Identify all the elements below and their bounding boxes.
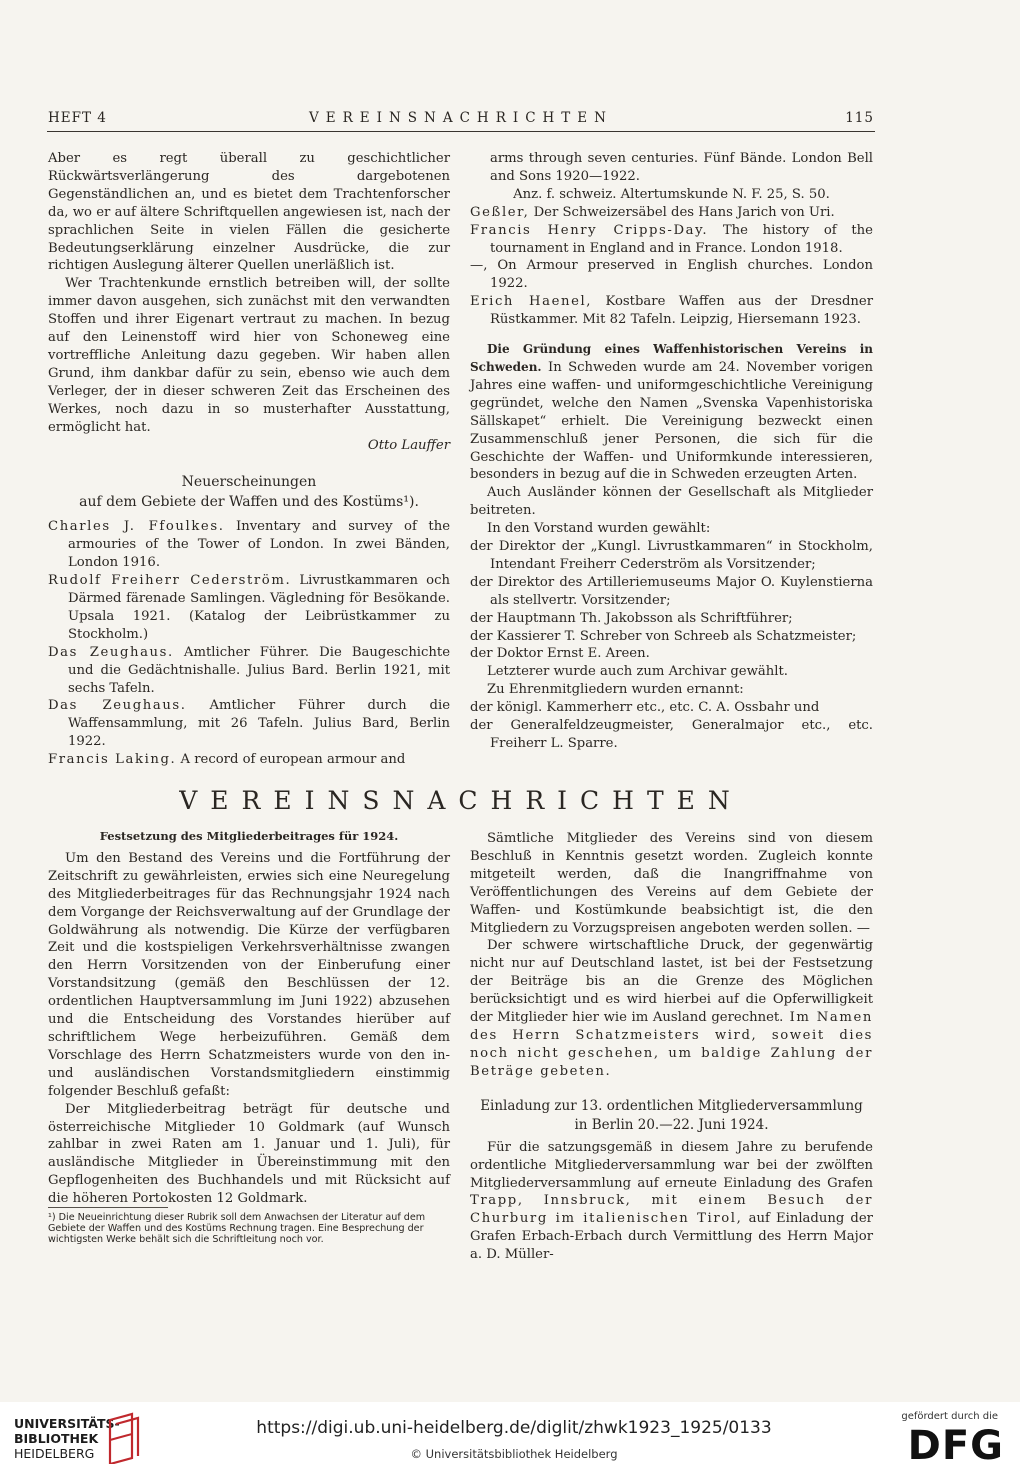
viewer-footer [0,1402,1020,1473]
druck-text: Der schwere wirtschaftliche Druck, der gegenwärtig nicht nur auf Deutschland lastet, ist bei der Festsetzung der Beiträge bis an die Grenze des Möglichen berücksichtigt und es wird hierbei auf die Opferwilligkeit der Mitglieder hier wie im Ausland gerechnet. [470,938,873,1026]
header-issue: HEFT 4 [48,110,107,126]
vorstand-line: der Kassierer T. Schreber von Schreeb als Schatzmeister; [470,628,857,644]
neuerscheinungen-heading: Neuerscheinungen [181,474,317,491]
vorstand-line: Zu Ehrenmitgliedern wurden ernannt: [487,682,744,698]
einladung-paragraph [470,1139,873,1264]
bibliography-entry [470,186,873,204]
bibliography-author: Geßler, [470,204,530,220]
schweden-heading: Die Gründung eines Waffenhistorischen Vereins in Schweden. [470,342,873,374]
footnote: ¹) Die Neueinrichtung dieser Rubrik soll dem Anwachsen der Literatur auf dem Gebiete der Waffen und des Kostüms Rechnung tragen. Eine Besprechung der wichtigsten Werke behält sich die Schriftleitung noch vor. [48,1212,426,1245]
review-paragraph: Aber es regt überall zu geschichtlicher Rückwärtsverlängerung des dargebotenen Gegenständlichen an, und es bietet dem Trachtenforscher da, wo er auf ältere Schriftquellen angewiesen ist, nach der sprachlichen Seite in vielen Fällen die gesicherte Bedeutungserklärung einzelner Ausdrücke, die zur richtigen Auslegung älterer Quellen unerläßlich ist. [48,151,450,274]
festsetzung-para-2: Der Mitgliederbeitrag beträgt für deutsche und österreichische Mitglieder 10 Goldmark (auf Wunsch zahlbar in zwei Raten am 1. Januar und 1. Juli), für ausländische Mitglieder in Übereinstimmung mit den Gepflogenheiten des Buchhandels und mit Rücksicht auf die höheren Portokosten 12 Goldmark. [48,1101,450,1207]
einladung-text: Für die satzungsgemäß in diesem Jahre zu berufende ordentliche Mitgliederversammlung war bei der zwölften Mitgliederversammlung auf erneute Einladung des Grafen [470,1139,873,1191]
column-left-bottom [48,828,450,1208]
running-header [48,110,874,132]
bibliography-continued [470,150,873,329]
section-title: VEREINSNACHRICHTEN [179,786,743,815]
bibliography-entry [470,257,873,293]
vorstand-line: Letzterer wurde auch zum Archivar gewählt. [487,664,788,680]
bibliography-title: —, On Armour preserved in English churches. London 1922. [470,258,873,292]
bibliography-entry [48,644,450,698]
footnote-rule [48,1207,168,1208]
vorstand-line: der Hauptmann Th. Jakobsson als Schriftführer; [470,610,793,626]
review-paragraph: Otto Lauffer [367,437,450,453]
vorstand-line: der königl. Kammerherr etc., etc. C. A. Ossbahr und [470,700,820,716]
einladung-spaced-text: Trapp, Innsbruck, mit einem Besuch der Churburg im italienischen Tirol, [470,1193,873,1227]
bibliography-author: Rudolf Freiherr Cederström. [48,573,292,589]
bibliography-author: Das Zeughaus. [48,698,187,714]
einladung-heading: Einladung zur 13. ordentlichen Mitgliederversammlung [480,1097,863,1114]
bibliography-title: Amtlicher Führer. Die Baugeschichte und die Gedächtnishalle. Julius Bard. Berlin 1921, mit sechs Tafeln. [68,644,451,696]
bibliography-entry [470,222,873,258]
bibliography-title: arms through seven centuries. Fünf Bände. London Bell and Sons 1920—1922. [490,151,873,184]
bibliography-entry [48,518,450,572]
library-line-3: HEIDELBERG [14,1446,95,1461]
vorstand-line: der Doktor Ernst E. Areen. [470,646,650,662]
bibliography-title: Livrustkammaren och Därmed färenade Samlingen. Vägledning för Besökande. Upsala 1921. (Katalog der Leibrüstkammer zu Stockholm.) [68,573,450,642]
vorstand-list [470,484,873,753]
library-logo-icon [102,1410,142,1464]
funding-note: gefördert durch die [901,1411,998,1422]
druck-paragraph [470,937,873,1080]
festsetzung-para-1: Um den Bestand des Vereins und die Fortführung der Zeitschrift zu gewährleisten, erwies sich eine Neuregelung des Mitgliederbeitrages für das Rechnungsjahr 1924 nach dem Vorgange der Reichsverwaltung auf der Grundlage der Goldwährung als notwendig. Die Kürze der verfügbaren Zeit und die kostspieligen Verkehrsverhältnisse zwangen den Herrn Vorsitzenden von der Einberufung einer Vorstandsitzung (gemäß den Beschlüssen der 12. ordentlichen Hauptversammlung im Juni 1922) abzusehen und die Entscheidung des Vorstandes hierüber auf schriftlichem Wege herbeizuführen. Gemäß dem Vorschlage des Herrn Schatzmeisters wurde von den in- und ausländischen Vorstandsmitgliedern einstimmig folgender Beschluß gefaßt: [48,850,450,1099]
bibliography-author: Francis Laking. [48,752,177,768]
header-title: VEREINSNACHRICHTEN [309,110,613,126]
bibliography-author: Francis Henry Cripps-Day. [470,222,709,238]
bibliography-author: Erich Haenel, [470,294,593,310]
beschluss-paragraph: Sämtliche Mitglieder des Vereins sind von diesem Beschluß in Kenntnis gesetzt worden. Zugleich konnte mitgeteilt werden, daß die Inangriffnahme von Veröffentlichungen des Vereins auf dem Gebiete der Waffen- und Kostümkunde beabsichtigt ist, die den Mitgliedern zu Vorzugspreisen angeboten werden sollen. — [470,831,873,936]
bibliography-entry [48,572,450,644]
festsetzung-heading: Festsetzung des Mitgliederbeitrages für 1924. [99,829,399,843]
column-right-top [470,150,873,753]
copyright-notice: © Universitätsbibliothek Heidelberg [410,1447,618,1461]
bibliography-entry [470,204,873,222]
bibliography-title: Der Schweizersäbel des Hans Jarich von Uri. [529,204,835,220]
review-paragraph: Wer Trachtenkunde ernstlich betreiben will, der sollte immer davon ausgehen, sich zunächst mit den verwandten Stoffen und ihrer Eigenart vertraut zu machen. In bezug auf den Leinenstoff wird hier von Schoneweg eine vortreffliche Anleitung dazu gegeben. Wir haben allen Grund, ihm dankbar dafür zu sein, ebenso wie auch dem Verleger, der in dieser schweren Zeit das Erscheinen des Werkes, noch dazu in so musterhafter Ausstattung, ermöglicht hat. [48,276,450,435]
header-rule [47,131,875,132]
vorstand-line: der Generalfeldzeugmeister, Generalmajor etc., etc. Freiherr L. Sparre. [470,718,873,751]
bibliography-entry [470,293,873,329]
review-text [48,150,450,454]
bibliography-title: Kostbare Waffen aus der Dresdner Rüstkammer. Mit 82 Tafeln. Leipzig, Hiersemann 1923. [490,294,873,328]
schweden-text: In Schweden wurde am 24. November vorigen Jahres eine waffen- und uniformgeschichtliche Vereinigung gegründet, welche den Namen „Svenska Vapenhistoriska Sällskapet“ erhielt. Die Vereinigung bezweckt einen Zusammenschluß jener Personen, die sich für die Geschichte der Waffen- und Uniformkunde interessieren, besonders in bezug auf die in Schweden erzeugten Arten. [470,359,873,483]
column-right-bottom [470,830,873,1264]
bibliography-title: Amtlicher Führer durch die Waffensammlung, mit 26 Tafeln. Julius Bard, Berlin 1922. [68,698,450,750]
bibliography-entry [48,697,450,751]
bibliography-entry [470,150,873,186]
vorstand-line: der Direktor der „Kungl. Livrustkammaren“ in Stockholm, Intendant Freiherr Cederström als Vorsitzender; [470,539,873,572]
vorstand-line: Auch Ausländer können der Gesellschaft als Mitglieder beitreten. [470,485,873,519]
column-left-top [48,150,450,769]
bibliography-author: Charles J. Ffoulkes. [48,519,225,535]
dfg-logo[interactable]: DFG [907,1423,1004,1469]
page-number: 115 [845,110,874,126]
bibliography-title: Anz. f. schweiz. Altertumskunde N. F. 25, S. 50. [513,186,830,202]
library-line-2: BIBLIOTHEK [14,1431,99,1446]
bibliography-author: Das Zeughaus. [48,644,174,660]
vorstand-line: der Direktor des Artilleriemuseums Major O. Kuylenstierna als stellvertr. Vorsitzender; [470,574,873,608]
bibliography-title: The history of the tournament in England and in France. London 1918. [490,222,873,256]
bibliography-list [48,518,450,769]
bibliography-entry [48,751,450,769]
bibliography-title: A record of european armour and [176,752,406,768]
einladung-text-end: auf Einladung der Grafen Erbach-Erbach durch Vermittlung des Herrn Major a. D. Müller- [470,1211,873,1263]
neuerscheinungen-subheading: auf dem Gebiete der Waffen und des Kostüms¹). [79,494,419,511]
einladung-subheading: in Berlin 20.—22. Juni 1924. [574,1116,769,1133]
vorstand-line: In den Vorstand wurden gewählt: [487,521,711,537]
schweden-paragraph [470,341,873,484]
druck-spaced-text: Im Namen des Herrn Schatzmeisters wird, soweit dies noch nicht geschehen, um baldige Zahlung der Beträge gebeten. [470,1010,873,1079]
library-line-1: UNIVERSITÄTS- [14,1416,120,1431]
page-url-link[interactable]: https://digi.ub.uni-heidelberg.de/diglit/zhwk1923_1925/0133 [256,1418,772,1438]
bibliography-title: Inventary and survey of the armouries of the Tower of London. In zwei Bänden, London 1916. [68,519,450,571]
